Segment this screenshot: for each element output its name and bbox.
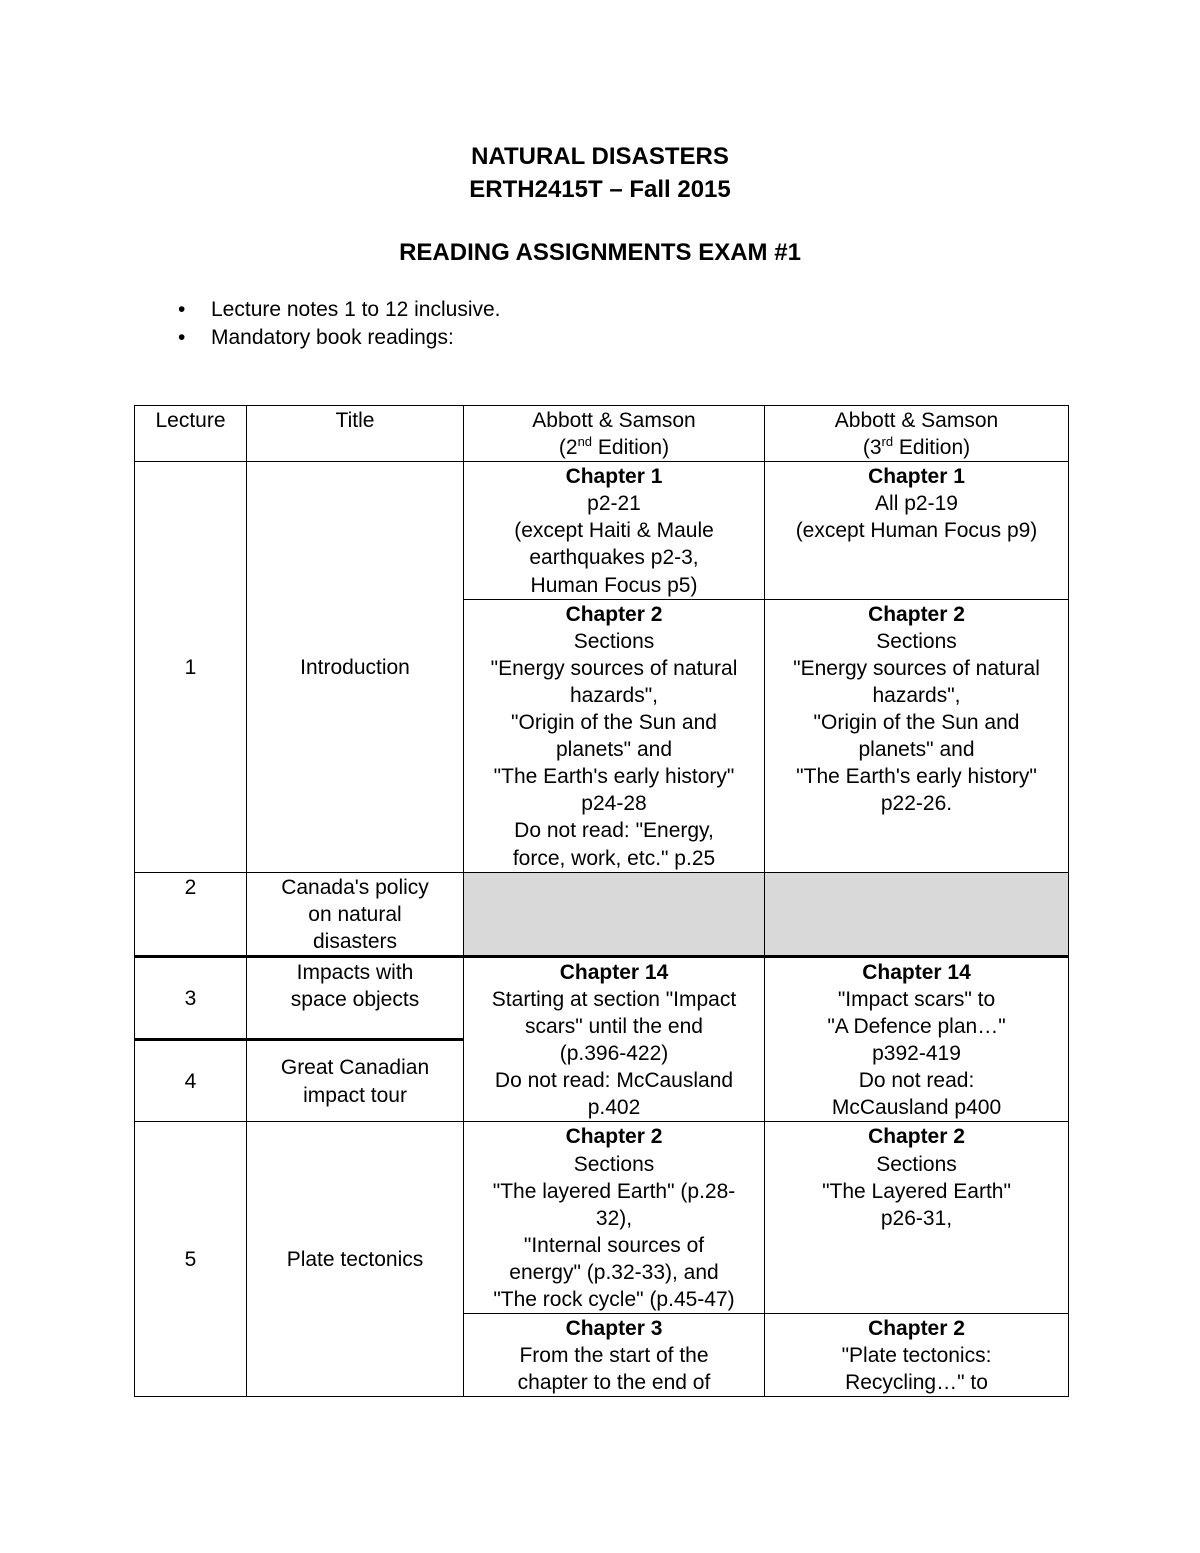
lecture-number: 1 [135,462,247,872]
reading-line: From the start of the [519,1344,709,1368]
reading-ed3 [765,1122,1069,1314]
lecture-number: 3 [135,956,247,1039]
chapter-heading: Chapter 14 [862,960,971,984]
reading-line: "Plate tectonics: [841,1344,992,1368]
reading-line: Human Focus p5) [530,573,698,597]
reading-ed3-empty [765,872,1069,956]
reading-line: Do not read: "Energy, [514,819,714,843]
header-ed2-sup: nd [577,434,593,450]
reading-line: Canada's policy [281,875,429,899]
chapter-heading: Chapter 2 [565,1125,663,1149]
reading-ed2 [464,599,765,872]
header-ed3-close: Edition) [893,436,971,460]
reading-line: (except Human Focus p9) [795,519,1038,543]
reading-line: p.402 [587,1096,641,1120]
reading-line: impact tour [303,1083,407,1107]
reading-ed2 [464,1314,765,1397]
reading-line: "The layered Earth" (p.28- [492,1179,736,1203]
reading-line: "The Layered Earth" [822,1179,1011,1203]
reading-line: "The Earth's early history" [493,765,735,789]
chapter-heading: Chapter 3 [565,1317,663,1341]
reading-line: planets" and [555,738,673,762]
chapter-heading: Chapter 1 [868,465,965,489]
header-ed3-edition [773,434,1060,461]
lecture-number: 2 [135,872,247,956]
reading-line: chapter to the end of [517,1371,711,1395]
reading-line: Do not read: McCausland [494,1069,734,1093]
reading-line: on natural [308,902,402,926]
reading-line: p392-419 [872,1042,961,1066]
reading-line: p22-26. [880,792,953,816]
reading-line: (p.396-422) [559,1042,669,1066]
bullet-text: Mandatory book readings: [211,326,454,349]
reading-line: Great Canadian [280,1056,430,1080]
bullet-list [178,296,501,352]
table-row [135,956,1069,1039]
course-code-term: ERTH2415T – Fall 2015 [469,176,731,203]
chapter-heading: Chapter 2 [868,1317,965,1341]
lecture-number: 4 [135,1039,247,1122]
reading-ed2 [464,1122,765,1314]
reading-line: Do not read: [858,1069,975,1093]
reading-line: Sections [876,629,957,653]
lecture-title: Plate tectonics [247,1122,464,1397]
reading-line: energy" (p.32-33), and [509,1260,719,1284]
reading-line: "The Earth's early history" [796,765,1037,789]
reading-line: "Origin of the Sun and [813,711,1020,735]
assignment-title: READING ASSIGNMENTS EXAM #1 [399,239,801,266]
reading-line: (except Haiti & Maule [514,519,714,543]
reading-table [134,405,1069,1397]
reading-line: Starting at section "Impact [491,987,737,1011]
reading-line: Sections [573,629,655,653]
table-row [135,872,1069,956]
reading-ed3 [765,1314,1069,1397]
reading-line: "Energy sources of natural [490,656,738,680]
reading-line: hazards", [872,683,961,707]
bullet-text: Lecture notes 1 to 12 inclusive. [211,298,501,321]
reading-line: Recycling…" to [845,1371,988,1395]
reading-ed2-empty [464,872,765,956]
reading-ed2 [464,956,765,1122]
chapter-heading: Chapter 1 [565,465,663,489]
header-ed2-open: (2 [558,436,578,460]
reading-line: "Impact scars" to [837,987,996,1011]
table-header-row [135,406,1069,462]
reading-ed3 [765,956,1069,1122]
reading-line: scars" until the end [525,1015,703,1039]
reading-line: p2-21 [587,492,641,516]
bullet-dot-icon: • [178,326,186,349]
header-lecture: Lecture [135,406,247,462]
header-edition-2 [464,406,765,462]
header-edition-3 [765,406,1069,462]
reading-line: p26-31, [880,1206,953,1230]
reading-line: earthquakes p2-3, [529,546,699,570]
header-ed3-sup: rd [881,434,894,450]
header-ed3-open: (3 [862,436,882,460]
reading-line: "The rock cycle" (p.45-47) [493,1288,735,1311]
reading-ed3 [765,599,1069,872]
chapter-heading: Chapter 2 [565,602,663,626]
course-title: NATURAL DISASTERS [471,143,729,170]
reading-line: 32), [595,1206,633,1230]
lecture-title: Introduction [247,462,464,872]
reading-line: "Energy sources of natural [793,656,1040,680]
header-ed3-author: Abbott & Samson [834,409,999,432]
table-row [135,462,1069,599]
reading-line: p24-28 [581,792,647,816]
lecture-title [247,1039,464,1122]
reading-ed2 [464,462,765,599]
header-title: Title [247,406,464,462]
reading-line: Impacts with [296,960,414,984]
reading-line: Sections [876,1152,957,1176]
reading-line: disasters [312,929,398,953]
chapter-heading: Chapter 2 [868,1125,965,1149]
reading-line: "A Defence plan…" [827,1015,1006,1039]
reading-line: planets" and [858,738,975,762]
header-ed2-close: Edition) [592,436,670,460]
reading-ed3 [765,462,1069,599]
reading-line: hazards", [570,683,658,707]
bullet-item [178,296,501,324]
reading-line: All p2-19 [875,492,958,516]
bullet-item [178,324,501,352]
reading-line: space objects [290,987,420,1011]
reading-line: "Origin of the Sun and [511,711,717,735]
lecture-title [247,872,464,956]
header-ed2-edition [472,434,756,461]
bullet-dot-icon: • [178,298,186,321]
lecture-title [247,956,464,1039]
reading-line: Sections [573,1152,655,1176]
reading-line: "Internal sources of [523,1233,705,1257]
table-row [135,1122,1069,1314]
lecture-number: 5 [135,1122,247,1397]
header-ed2-author: Abbott & Samson [532,409,696,432]
chapter-heading: Chapter 2 [868,602,965,626]
reading-line: McCausland p400 [831,1096,1002,1120]
chapter-heading: Chapter 14 [559,960,669,984]
reading-line: force, work, etc." p.25 [512,846,716,870]
